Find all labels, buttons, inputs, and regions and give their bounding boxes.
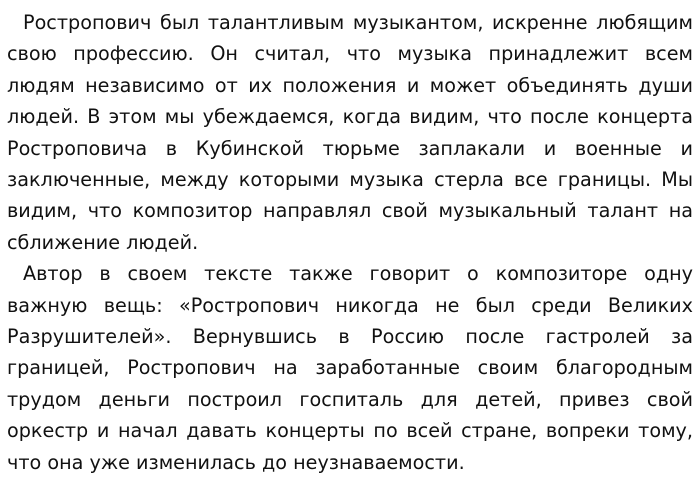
paragraph-2: Автор в своем тексте также говорит о композиторе одну важную вещь: «Ростропович никогда не был среди Великих Разрушителей». Вернувшись в Россию после гастролей за границей, Ростропович на заработанные своим благородным трудом деньги построил госпиталь для детей, привез свой оркестр и начал давать концерты по всей стране, вопреки тому, что она уже изменилась до неузнаваемости. [7, 262, 693, 474]
paragraph-1: Ростропович был талантливым музыкантом, искренне любящим свою профессию. Он считал, что музыка принадлежит всем людям независимо от их положения и может объединять души людей. В этом мы убеждаемся, когда видим, что после концерта Ростроповича в Кубинской тюрьме заплакали и военные и заключенные, между которыми музыка стерла все границы. Мы видим, что композитор направлял свой музыкальный талант на сближение людей. [7, 11, 693, 254]
document-body [7, 7, 693, 478]
